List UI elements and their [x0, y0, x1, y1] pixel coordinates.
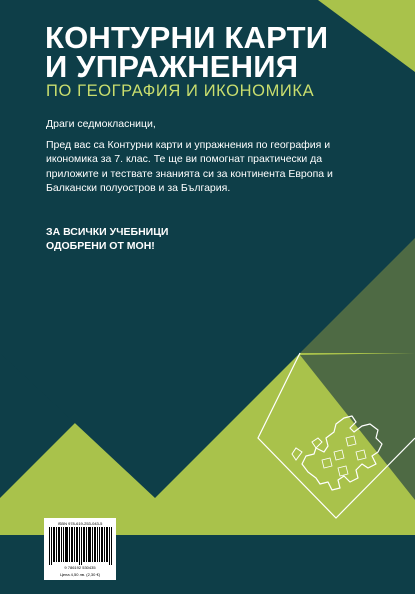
greeting-text: Драги седмокласници,	[46, 118, 156, 130]
cover-title-line1: КОНТУРНИ КАРТИ	[45, 20, 329, 55]
cover-subtitle: ПО ГЕОГРАФИЯ И ИКОНОМИКА	[46, 82, 315, 100]
approval-note	[46, 225, 168, 254]
europe-map-icon	[282, 408, 392, 498]
intro-paragraph: Пред вас са Контурни карти и упражнения по география и икономика за 7. клас. Те ще ви помогнат практически да приложите и тествате знанията си за континента Европа и Балкански полуостров и за България.	[46, 139, 333, 195]
approval-note-line1: ЗА ВСИЧКИ УЧЕБНИЦИ	[46, 226, 169, 238]
cover-title-line2: И УПРАЖНЕНИЯ	[45, 49, 299, 84]
barcode-label	[44, 518, 116, 580]
price-text: Цена 4,50 лв. (2,30 €)	[59, 572, 101, 577]
barcode-digits: 9 786192 530435	[64, 565, 96, 570]
approval-note-line2: ОДОБРЕНИ ОТ МОН!	[46, 240, 155, 253]
barcode-icon	[48, 527, 112, 565]
isbn-text: ISBN 978-619-253-043-5	[57, 521, 103, 526]
